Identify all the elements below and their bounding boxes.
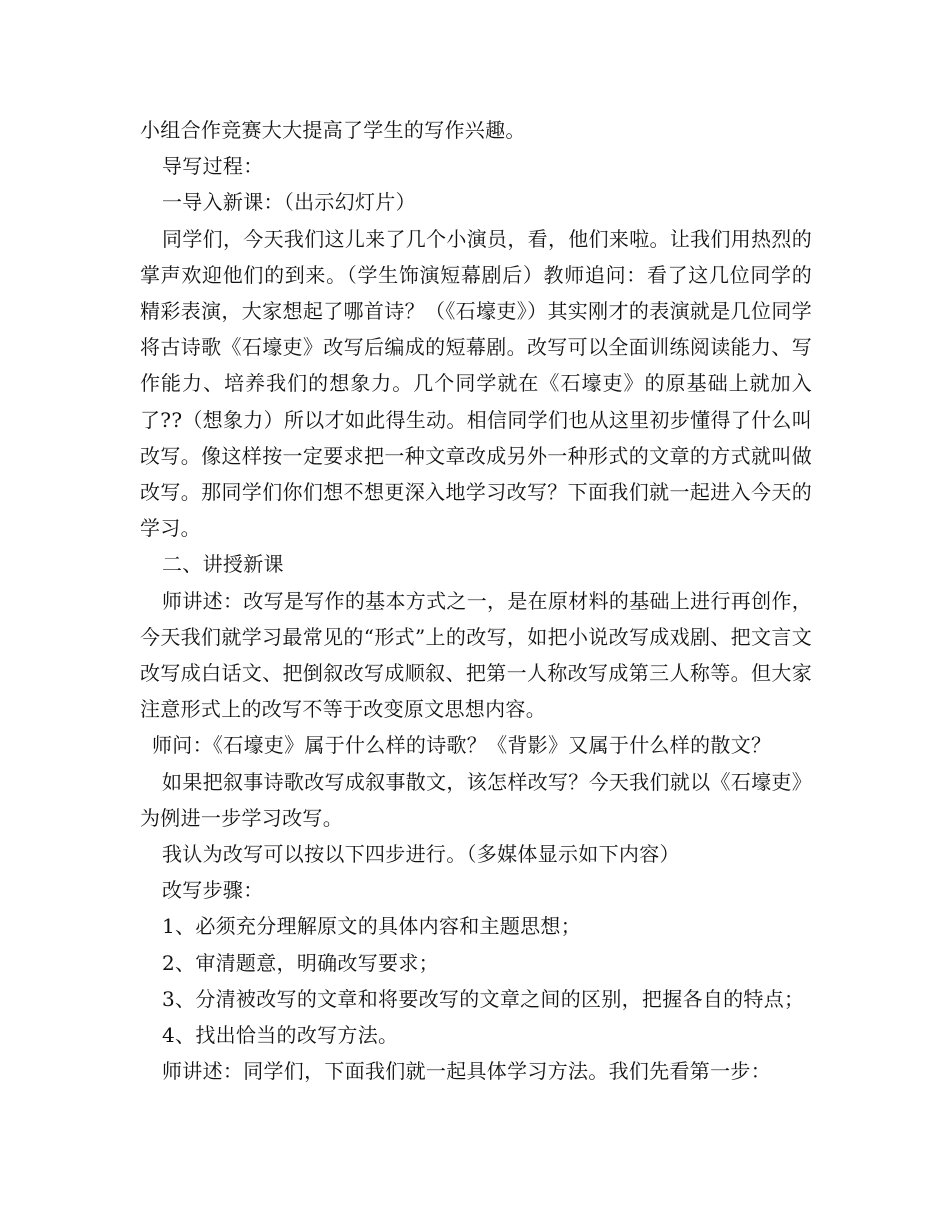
paragraph-heading-new-lesson: 二、讲授新课 — [162, 552, 284, 577]
paragraph-step-2: 2、审清题意，明确改写要求； — [162, 950, 439, 975]
paragraph-heading-guide-process: 导写过程： — [162, 154, 264, 179]
paragraph-step-3: 3、分清被改写的文章和将要改写的文章之间的区别，把握各自的特点； — [162, 986, 805, 1011]
paragraph-steps-heading: 改写步骤： — [162, 878, 264, 903]
paragraph-step-4: 4、找出恰当的改写方法。 — [162, 1023, 399, 1048]
paragraph-heading-intro: 一导入新课：（出示幻灯片） — [162, 190, 416, 215]
paragraph-teacher-question: 师问：《石壕吏》属于什么样的诗歌？《背影》又属于什么样的散文？ — [152, 733, 772, 758]
paragraph-teacher-explanation: 师讲述：改写是写作的基本方式之一，是在原材料的基础上进行再创作，今天我们就学习最常见的“形式”上的改写，如把小说改写成戏剧、把文言文改写成白话文、把倒叙改写成顺叙、把第一人称改写成第三人称等。但大家注意形式上的改写不等于改变原文思想内容。 — [140, 588, 812, 722]
paragraph-step-1: 1、必须充分理解原文的具体内容和主题思想； — [162, 914, 582, 939]
paragraph-teacher-closing: 师讲述：同学们，下面我们就一起具体学习方法。我们先看第一步： — [162, 1059, 771, 1084]
paragraph-four-steps-intro: 我认为改写可以按以下四步进行。（多媒体显示如下内容） — [162, 842, 680, 867]
paragraph-intro-body: 同学们，今天我们这儿来了几个小演员，看，他们来啦。让我们用热烈的掌声欢迎他们的到来。（学生饰演短幕剧后）教师追问：看了这几位同学的精彩表演，大家想起了哪首诗？（《石壕吏》）其实刚才的表演就是几位同学将古诗歌《石壕吏》改写后编成的短幕剧。改写可以全面训练阅读能力、写作能力、培养我们的想象力。几个同学就在《石壕吏》的原基础上就加入了??（想象力）所以才如此得生动。相信同学们也从这里初步懂得了什么叫改写。像这样按一定要求把一种文章改成另外一种形式的文章的方式就叫做改写。那同学们你们想不想更深入地学习改写？下面我们就一起进入今天的学习。 — [140, 226, 812, 541]
paragraph-rewrite-question: 如果把叙事诗歌改写成叙事散文，该怎样改写？今天我们就以《石壕吏》为例进一步学习改写。 — [140, 769, 812, 830]
paragraph-continuation: 小组合作竞赛大大提高了学生的写作兴趣。 — [140, 118, 526, 142]
document-body — [140, 112, 812, 1089]
